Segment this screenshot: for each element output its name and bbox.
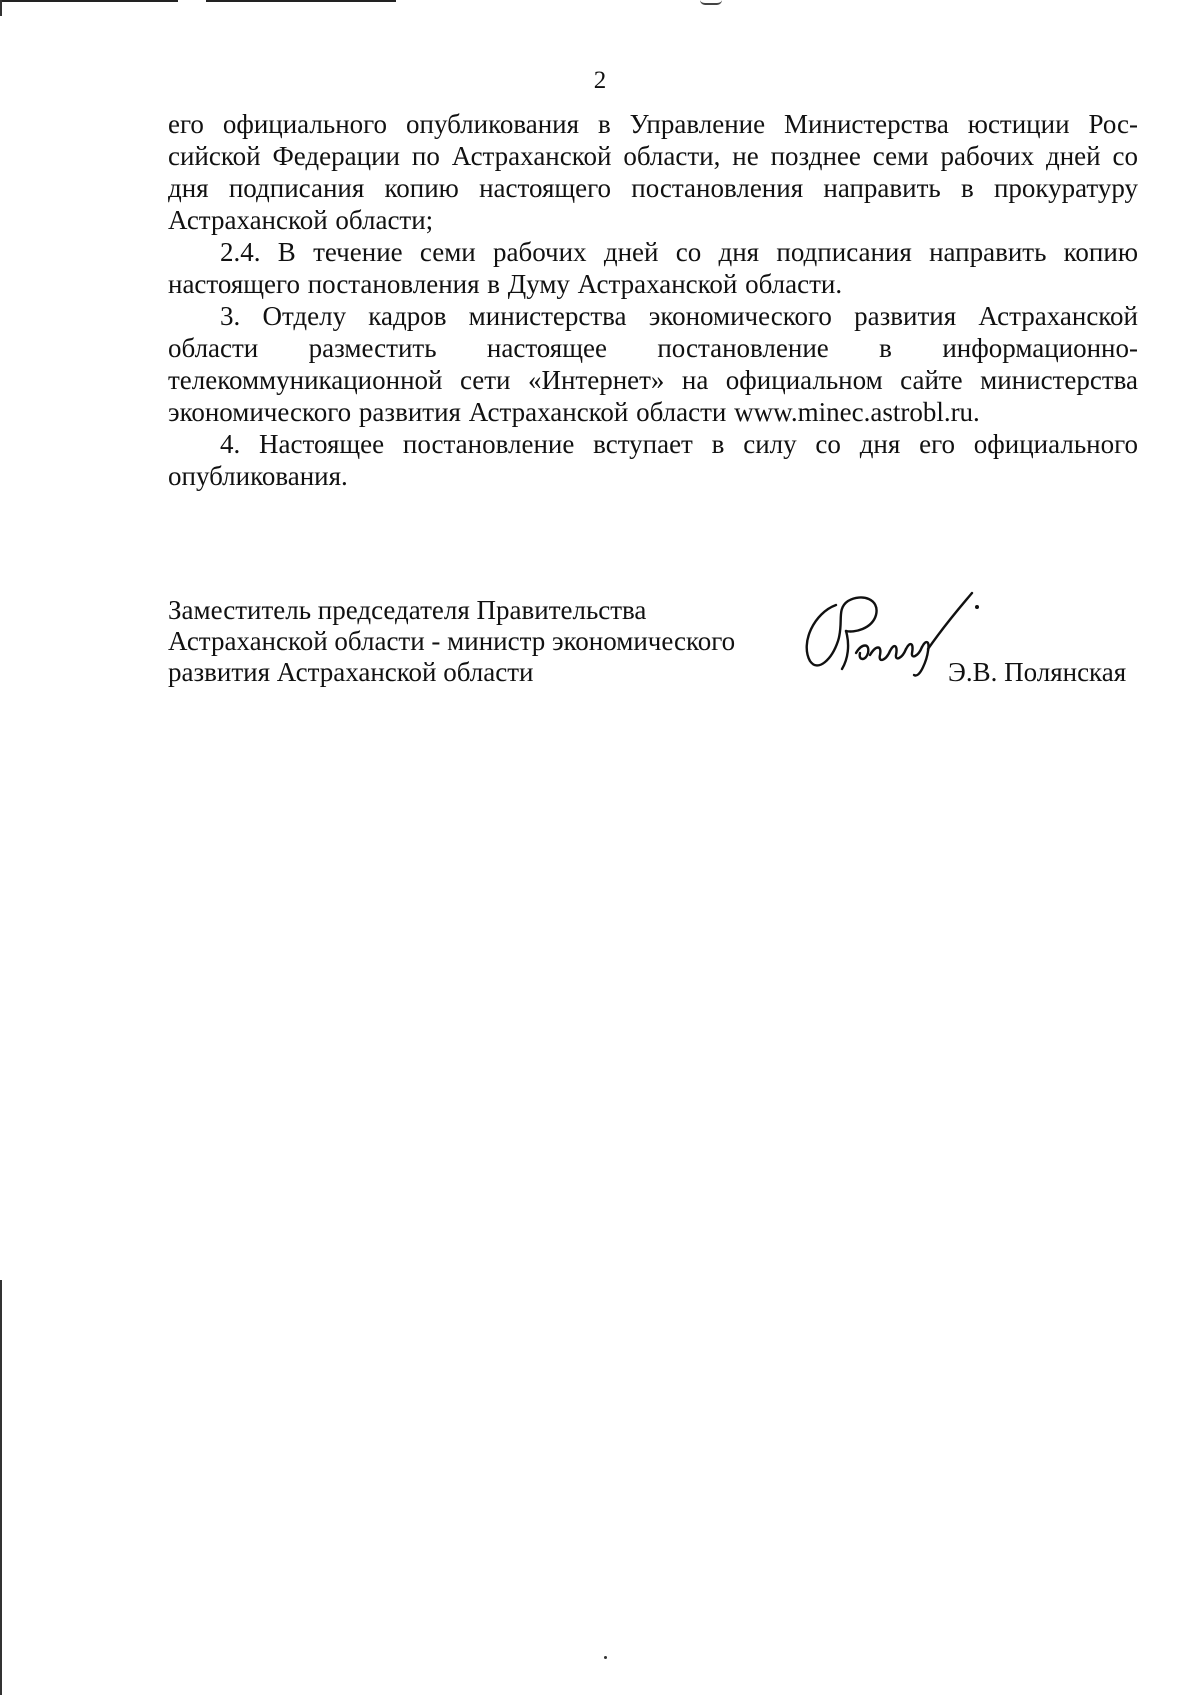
signature-block xyxy=(168,595,1148,715)
paragraph-continuation: его официального опубликования в Управление Министерства юстиции Российской Федерации по Астраханской области, не позднее семи рабочих дней со дня подписания копию настоящего постановления направить в прокуратуру Астраханской области; xyxy=(168,109,1138,235)
scan-artifact-mark xyxy=(700,0,722,5)
page-number: 2 xyxy=(593,67,607,94)
signer-name: Э.В. Полянская xyxy=(948,657,1127,687)
scan-artifact-line xyxy=(206,0,396,2)
scan-artifact-edge xyxy=(0,1280,2,1695)
scan-artifact-edge xyxy=(0,0,2,16)
paragraph-3: 3. Отделу кадров министерства экономического развития Астраханской области разместить настоящее постановление в информационно-телекоммуникационной сети «Интернет» на официальном сайте министерства экономического развития Астраханской области www.minec.astrobl.ru. xyxy=(168,301,1138,427)
signer-position-line: развития Астраханской области xyxy=(168,657,534,687)
document-body xyxy=(168,108,1138,492)
scan-artifact-line xyxy=(0,0,178,2)
signer-position-line: Заместитель председателя Правительства xyxy=(168,595,647,625)
signer-position-line: Астраханской области - министр экономического xyxy=(168,626,736,656)
paragraph-4: 4. Настоящее постановление вступает в силу со дня его официального опубликования. xyxy=(168,429,1138,491)
paragraph-2-4: 2.4. В течение семи рабочих дней со дня подписания направить копию настоящего постановления в Думу Астраханской области. xyxy=(168,237,1138,299)
scan-artifact-dot xyxy=(604,1656,607,1659)
signer-position xyxy=(168,595,788,688)
